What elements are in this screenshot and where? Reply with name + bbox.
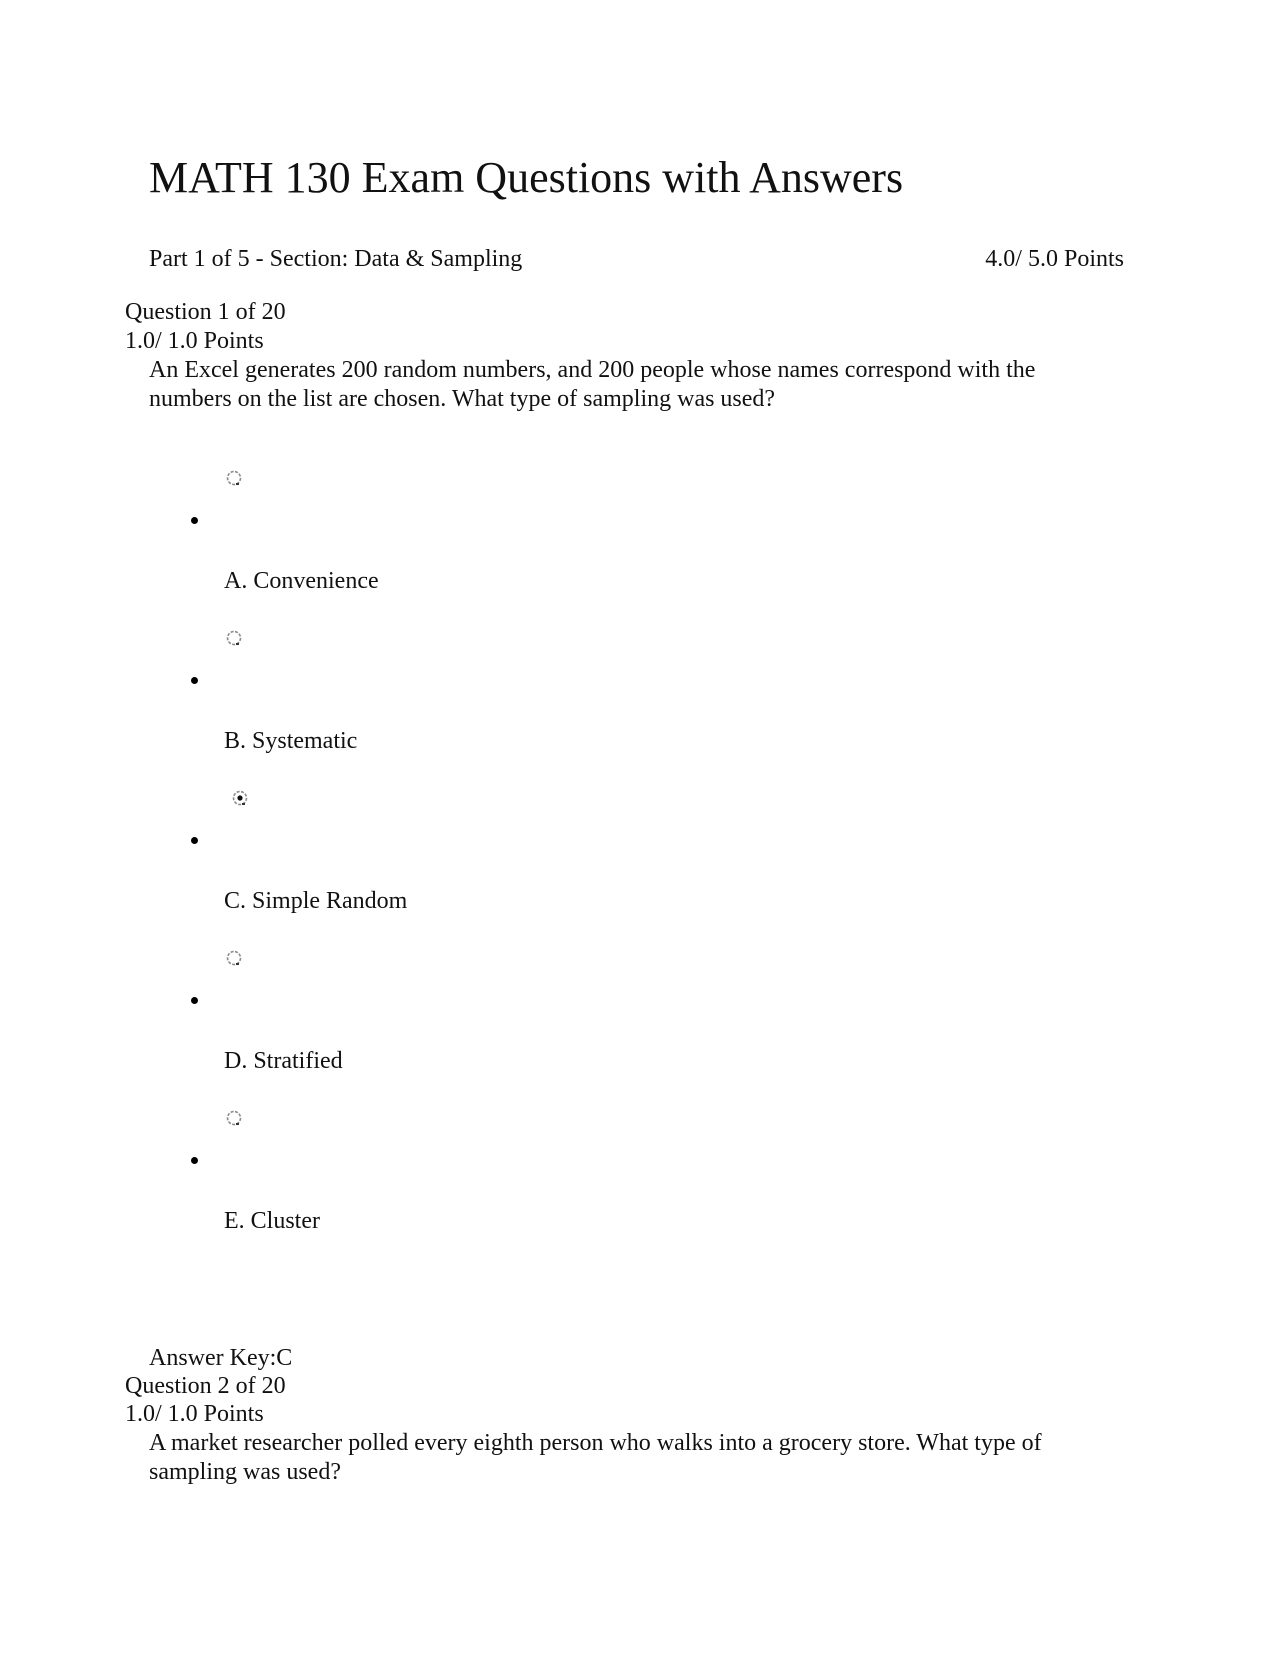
radio-button-icon[interactable] (226, 470, 242, 486)
question-number: Question 1 of 20 (125, 299, 286, 325)
question-number: Question 2 of 20 (125, 1373, 286, 1399)
radio-button-icon[interactable] (226, 630, 242, 646)
document-title: MATH 130 Exam Questions with Answers (149, 153, 904, 202)
question-text: An Excel generates 200 random numbers, and 200 people whose names correspond with the numbers on the list are chosen. What type of sampling was used? (149, 357, 1036, 412)
option-label[interactable]: D. Stratified (224, 1048, 343, 1074)
bullet-icon (191, 677, 198, 684)
bullet-icon (191, 837, 198, 844)
question-points: 1.0/ 1.0 Points (125, 328, 264, 354)
bullet-icon (191, 517, 198, 524)
section-points: 4.0/ 5.0 Points (985, 246, 1124, 272)
bullet-icon (191, 997, 198, 1004)
option-label[interactable]: C. Simple Random (224, 888, 408, 914)
bullet-icon (191, 1157, 198, 1164)
question-text: A market researcher polled every eighth person who walks into a grocery store. What type of sampling was used? (149, 1430, 1042, 1485)
question-points: 1.0/ 1.0 Points (125, 1401, 264, 1427)
answer-key: Answer Key:C (149, 1345, 293, 1371)
section-label: Part 1 of 5 - Section: Data & Sampling (149, 246, 523, 272)
option-label[interactable]: E. Cluster (224, 1208, 320, 1234)
radio-button-selected-icon[interactable] (232, 790, 248, 806)
radio-button-icon[interactable] (226, 950, 242, 966)
radio-button-icon[interactable] (226, 1110, 242, 1126)
option-label[interactable]: B. Systematic (224, 728, 358, 754)
option-label[interactable]: A. Convenience (224, 568, 379, 594)
